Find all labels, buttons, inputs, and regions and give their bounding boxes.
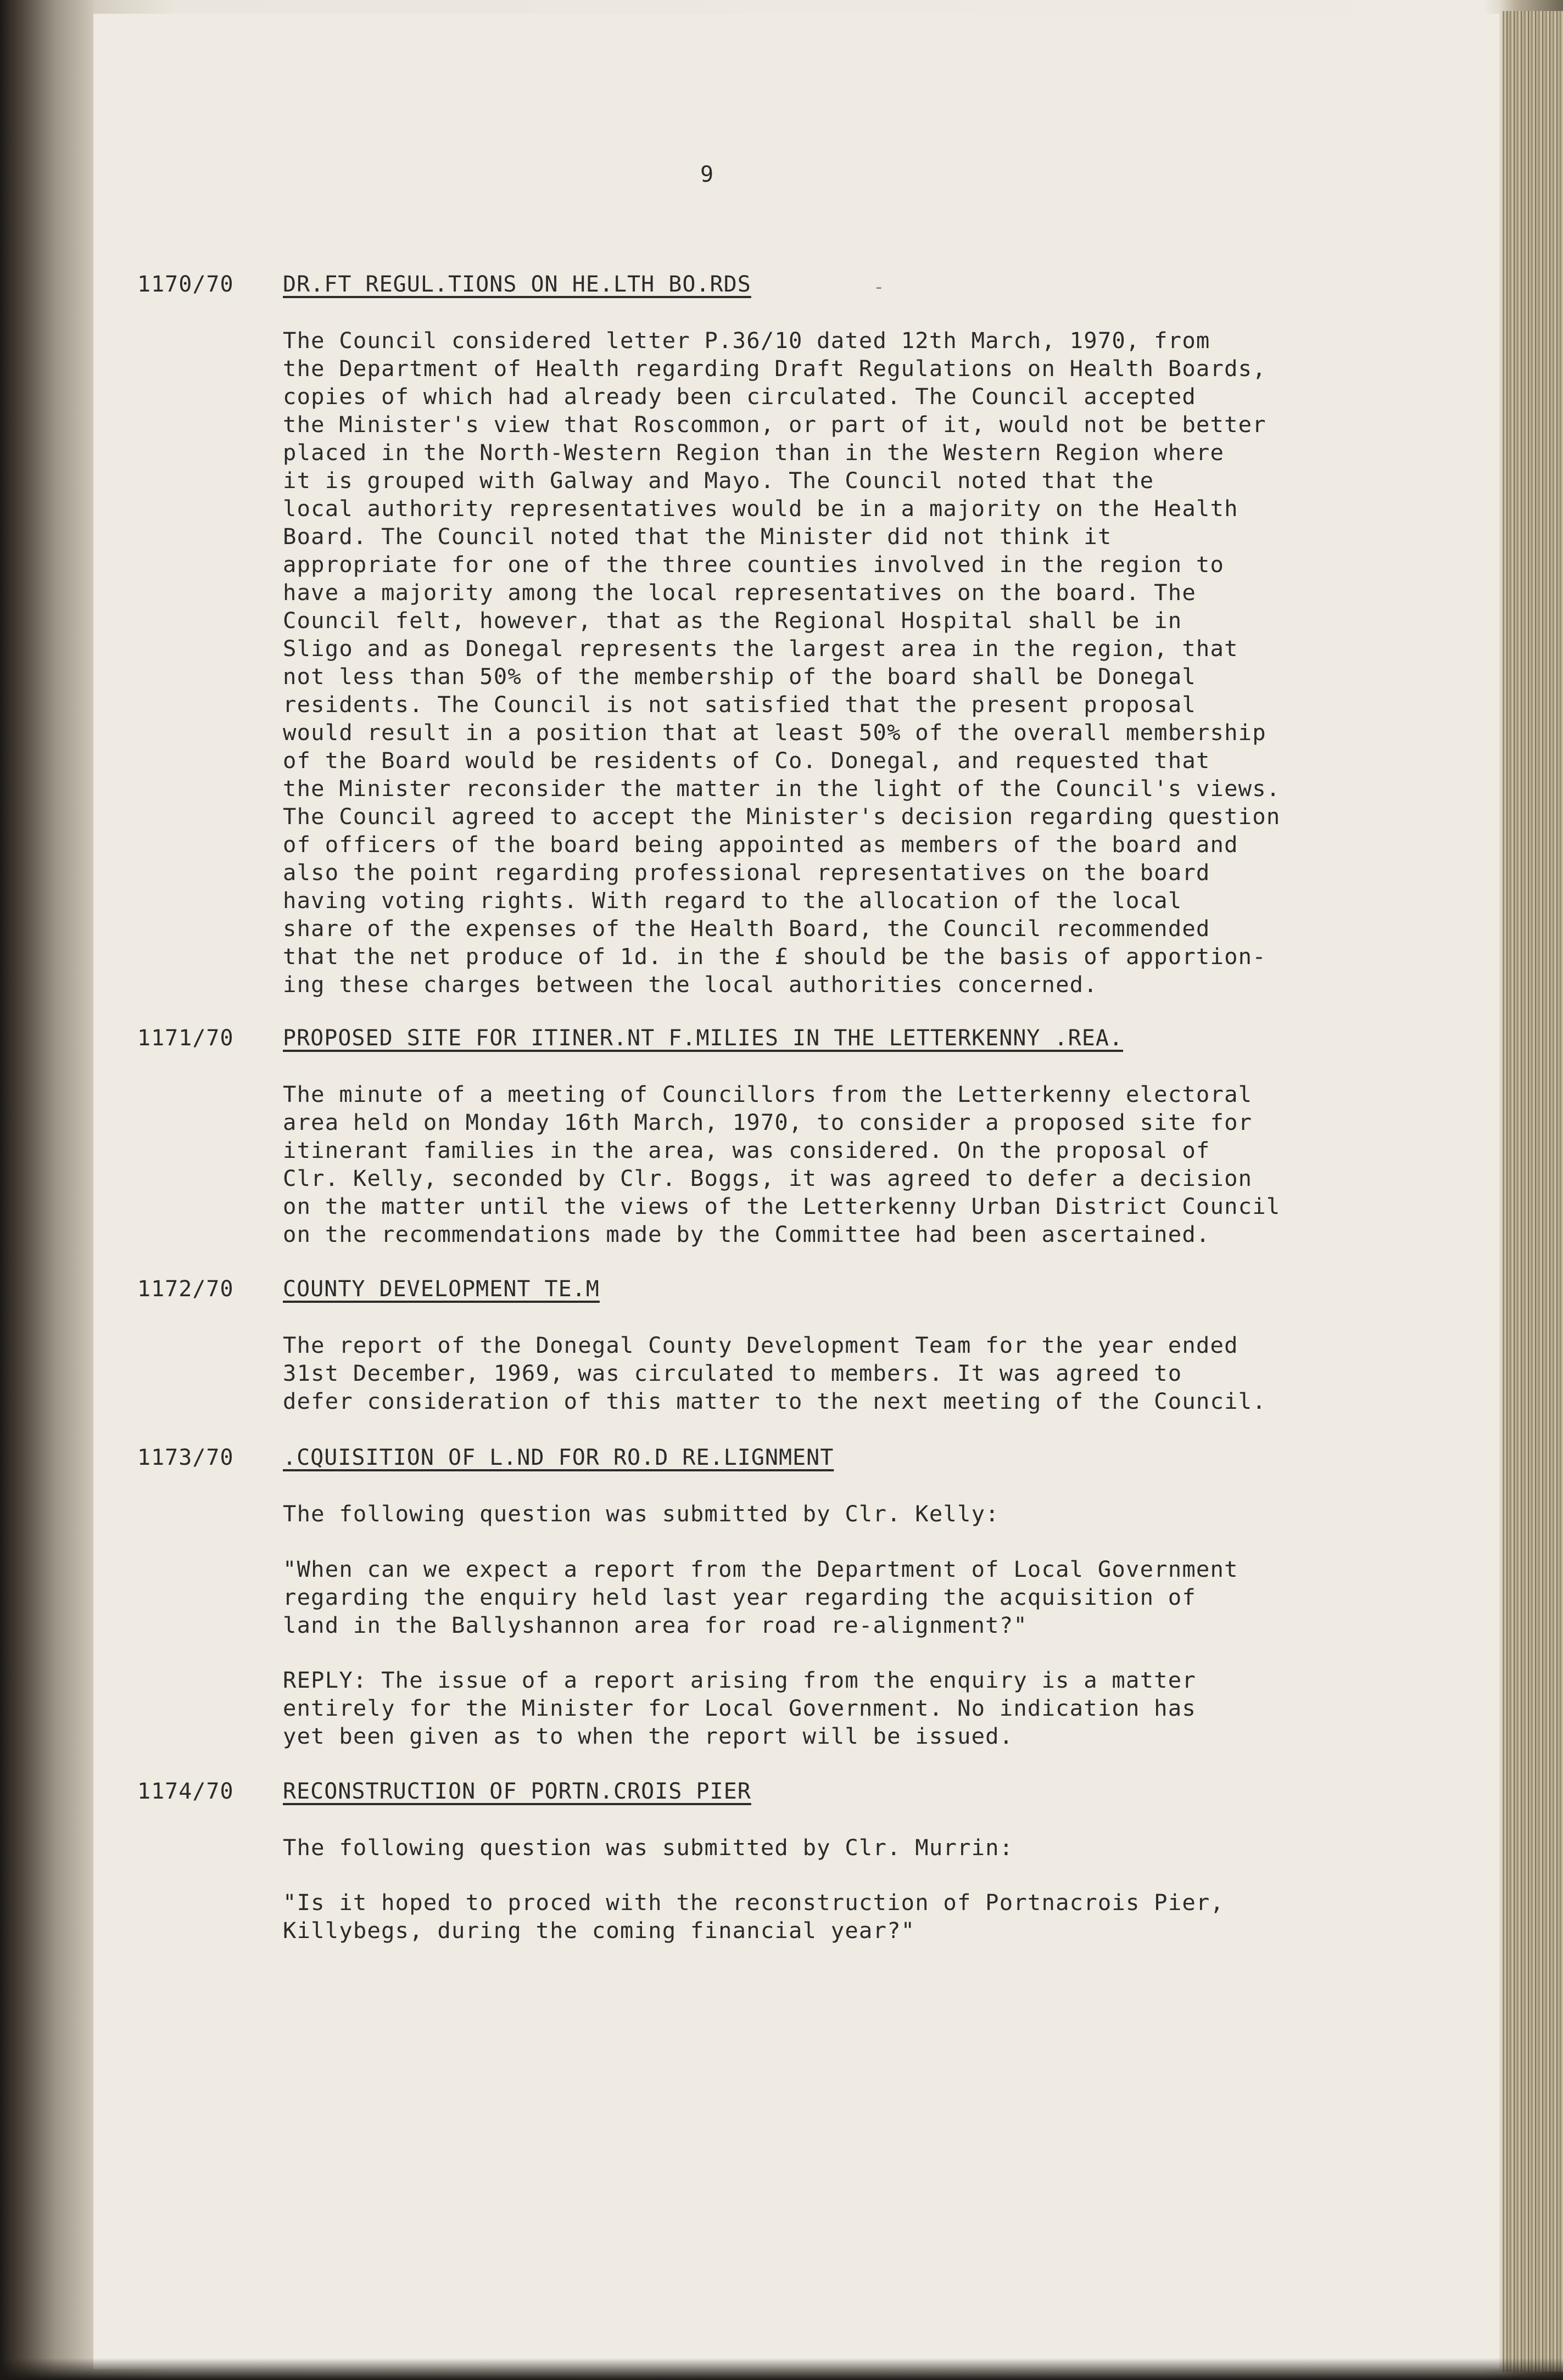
page-edge-stack — [1503, 11, 1563, 2372]
minute-number: 1174/70 — [137, 1779, 234, 1804]
page-number: 9 — [700, 162, 714, 187]
document-page — [93, 14, 1499, 2369]
reply-paragraph: REPLY: The issue of a report arising from the enquiry is a matter entirely for the Minister for Local Government. No indication has yet been given as to when the report will be issued. — [283, 1667, 1196, 1749]
scan-bottom-shadow — [0, 2358, 1563, 2380]
minute-paragraph: The Council considered letter P.36/10 dated 12th March, 1970, from the Department of Health regarding Draft Regulations on Health Boards, copies of which had already been circulated. The Council accepted the Minister's view that Roscommon, or part of it, would not be better placed in the North-Western Region than in the Western Region where it is grouped with Galway and Mayo. The Council noted that the local authority representatives would be in a majority on the Health Board. The Council noted that the Minister did not think it appropriate for one of the three counties involved in the region to have a majority among the local representatives on the board. The Council felt, however, that as the Regional Hospital shall be in Sligo and as Donegal represents the largest area in the region, that not less than 50% of the membership of the board shall be Donegal residents. The Council is not satisfied that the present proposal would result in a position that at least 50% of the overall membership of the Board would be residents of Co. Donegal, and requested that the Minister reconsider the matter in the light of the Council's views. The Council agreed to accept the Minister's decision regarding question of officers of the board being appointed as members of the board and also the point regarding professional representatives on the board having voting rights. With regard to the allocation of the local share of the expenses of the Health Board, the Council recommended that the net produce of 1d. in the £ should be the basis of apportion- ing these charges between the local authorities concerned. — [283, 327, 1281, 998]
minute-number: 1172/70 — [137, 1276, 234, 1302]
minute-paragraph: The report of the Donegal County Development Team for the year ended 31st December, 1969, was circulated to members. It was agreed to defer consideration of this matter to the next meeting of the Council. — [283, 1332, 1266, 1414]
stray-mark: - — [873, 276, 885, 298]
minute-heading: DR.FT REGUL.TIONS ON HE.LTH BO.RDS — [283, 272, 751, 297]
minute-paragraph: The minute of a meeting of Councillors from the Letterkenny electoral area held on Monday 16th March, 1970, to consider a proposed site for itinerant families in the area, was considered. On the proposal of Clr. Kelly, seconded by Clr. Boggs, it was agreed to defer a decision on the matter until the views of the Letterkenny Urban District Council on the recommendations made by the Committee had been ascertained. — [283, 1081, 1281, 1247]
minute-heading: PROPOSED SITE FOR ITINER.NT F.MILIES IN THE LETTERKENNY .REA. — [283, 1026, 1124, 1051]
minute-heading: RECONSTRUCTION OF PORTN.CROIS PIER — [283, 1779, 751, 1804]
book-gutter — [0, 0, 93, 2380]
minute-heading: .CQUISITION OF L.ND FOR RO.D RE.LIGNMENT — [283, 1445, 834, 1470]
question-quote: "Is it hoped to proced with the reconstruction of Portnacrois Pier, Killybegs, during the coming financial year?" — [283, 1889, 1225, 1944]
minute-number: 1173/70 — [137, 1445, 234, 1470]
minute-heading: COUNTY DEVELOPMENT TE.M — [283, 1276, 600, 1302]
minute-paragraph: The following question was submitted by Clr. Kelly: — [283, 1500, 1000, 1527]
minute-number: 1170/70 — [137, 272, 234, 297]
minute-paragraph: The following question was submitted by Clr. Murrin: — [283, 1834, 1014, 1861]
minute-number: 1171/70 — [137, 1026, 234, 1051]
question-quote: "When can we expect a report from the Department of Local Government regarding the enquiry held last year regarding the acquisition of land in the Ballyshannon area for road re-alignment?" — [283, 1556, 1238, 1638]
